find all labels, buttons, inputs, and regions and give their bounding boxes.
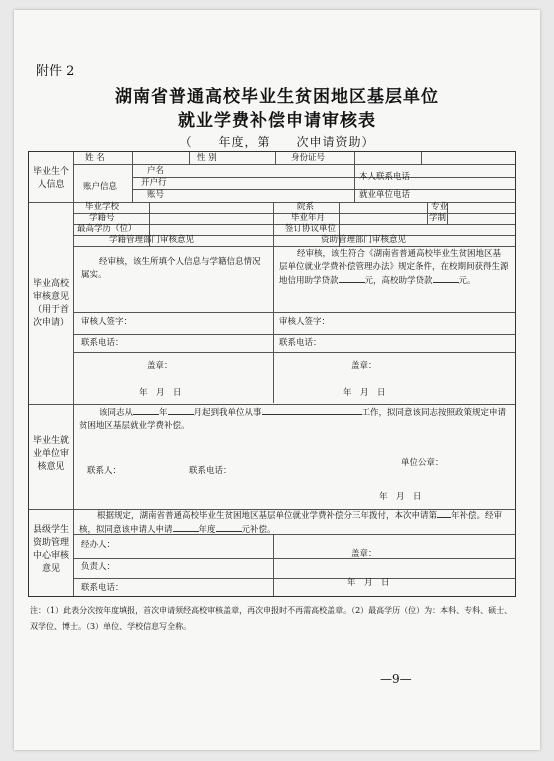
county-review-text: 根据规定，湖南省普通高校毕业生贫困地区基层单位就业学费补偿分三年拨付，本次申请第 年补偿。经审核，拟同意该申请人申请 年度 元补偿。 [79, 511, 503, 535]
footnote: 注：（1）此表分次按年度填报，首次申请须经高校审核盖章，再次申报时不再需高校盖章。（2）最高学历（位）为：本科、专科、硕士、双学位、博士。（3）单位、学校信息写全称。 [30, 606, 513, 631]
employer-phone-label: 就业单位电话 [359, 190, 411, 200]
county-date: 年 月 日 [347, 578, 390, 588]
school-review-section-label: 毕业高校审核意见（用于首次申请） [32, 279, 69, 328]
graduation-date-label: 毕业年月 [291, 213, 326, 223]
aid-review-text: 经审核，该生符合《湖南省普通高校毕业生贫困地区基层单位就业学费补偿管理办法》规定条件，在校期间获得生源地信用助学贷款 元，高校助学贷款 元。 [279, 249, 509, 286]
aid-seal-label: 盖章： [351, 361, 377, 371]
id-number-label: 身份证号 [291, 153, 326, 163]
employer-seal-label: 单位公章： [401, 458, 444, 468]
page-number: —9— [380, 672, 412, 686]
personal-info-section-label: 毕业生个人信息 [32, 167, 69, 190]
aid-reviewer-signature-label: 审核人签字： [279, 317, 331, 327]
employer-phone-label: 联系电话： [189, 466, 232, 476]
bank-label: 开户行 [141, 178, 167, 188]
form-subtitle: （ 年度，第 次申请资助） [179, 135, 375, 149]
aid-review-header: 资助管理部门审核意见 [321, 235, 407, 245]
attachment-label: 附件 2 [36, 64, 75, 79]
student-id-label: 学籍号 [89, 213, 115, 223]
employer-date: 年 月 日 [379, 492, 422, 502]
study-years-label: 学制 [429, 213, 447, 223]
county-leader-label: 负责人： [81, 562, 116, 572]
form-title-line2: 就业学费补偿申请审核表 [178, 111, 376, 131]
employer-review-text: 该同志从 年 月起到我单位从事 工作，拟同意该同志按照政策规定申请贫困地区基层就业学费补偿。 [79, 408, 507, 431]
department-label: 院系 [297, 202, 315, 212]
registry-phone-label: 联系电话： [81, 338, 124, 348]
application-form-table [28, 151, 516, 597]
registry-reviewer-signature-label: 审核人签字： [81, 317, 133, 327]
employer-review-section-label: 毕业生就业单位审核意见 [32, 436, 69, 472]
contact-phone-label: 本人联系电话 [359, 172, 411, 182]
gender-label: 性 别 [197, 153, 217, 163]
county-review-section-label: 县级学生资助管理中心审核意见 [32, 525, 69, 574]
school-label: 毕业学校 [85, 202, 120, 212]
county-phone-label: 联系电话： [81, 583, 124, 593]
form-title-line1: 湖南省普通高校毕业生贫困地区基层单位 [115, 87, 439, 107]
registry-review-header: 学籍管理部门审核意见 [109, 235, 195, 245]
contract-unit-label: 签订协议单位 [285, 224, 337, 234]
account-info-label: 账户信息 [83, 182, 118, 192]
name-label: 姓 名 [85, 153, 105, 163]
registry-date: 年 月 日 [139, 388, 182, 398]
employer-contact-label: 联系人： [87, 466, 122, 476]
county-seal-label: 盖章： [351, 549, 377, 559]
highest-degree-label: 最高学历（位） [77, 224, 137, 234]
registry-seal-label: 盖章： [147, 361, 173, 371]
account-name-label: 户名 [147, 166, 165, 176]
registry-review-text: 经审核，该生所填个人信息与学籍信息情况属实。 [81, 257, 261, 280]
aid-date: 年 月 日 [343, 388, 386, 398]
county-handler-label: 经办人： [81, 540, 116, 550]
account-number-label: 账号 [147, 190, 165, 200]
major-label: 专业 [431, 202, 449, 212]
aid-phone-label: 联系电话： [279, 338, 322, 348]
